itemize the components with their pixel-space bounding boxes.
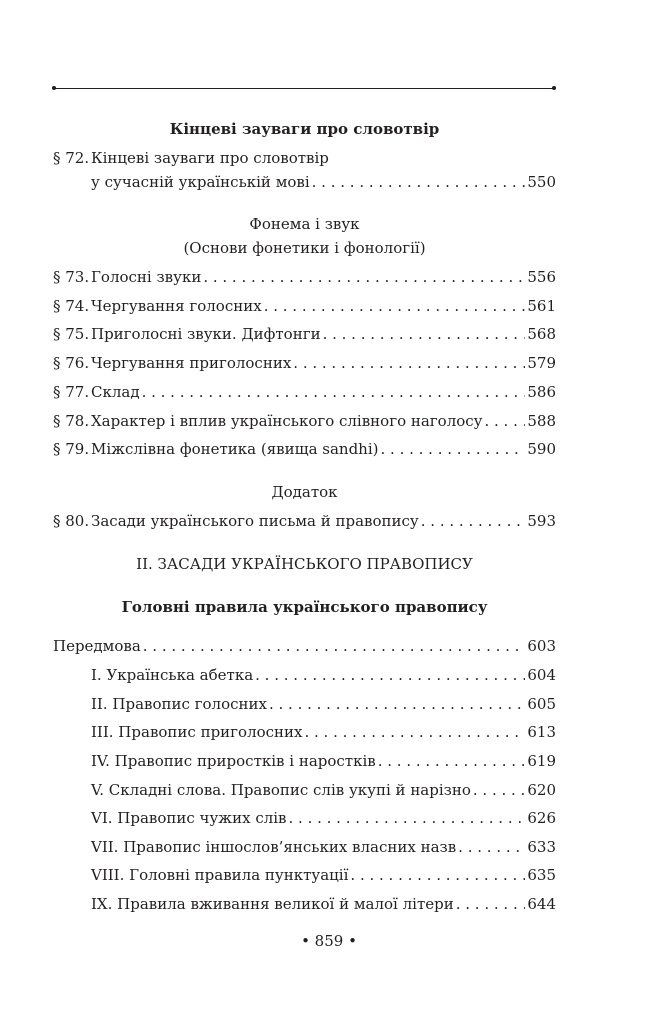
toc-entry-title: VII. Правопис іншослов’янських власних назв <box>91 838 457 856</box>
toc-entry-page: 550 <box>527 173 556 191</box>
header-dot-right <box>552 86 556 90</box>
toc-entry-number: § 78. <box>53 412 90 430</box>
toc-entry-page: 644 <box>527 895 556 913</box>
toc-entry-page: 588 <box>527 412 556 430</box>
toc-entry-number: § 76. <box>53 354 90 372</box>
toc-entry-page: 604 <box>527 666 556 684</box>
toc-entry-page: 633 <box>527 838 556 856</box>
toc-entry-title: IX. Правила вживання великої й малої літери <box>91 895 454 913</box>
toc-entry-title: V. Складні слова. Правопис слів укупі й нарізно <box>91 781 471 799</box>
dot-leader <box>381 438 526 460</box>
toc-entry-title: Чергування приголосних <box>91 354 292 372</box>
toc-chapter-8[interactable] <box>53 864 556 886</box>
toc-entry-page: 561 <box>527 297 556 315</box>
toc-entry-page: 605 <box>527 695 556 713</box>
part-subheading-rules: Головні правила українського правопису <box>121 598 488 616</box>
toc-entry-page: 568 <box>527 325 556 343</box>
toc-entry-number: § 75. <box>53 325 90 343</box>
section-heading-phoneme: Фонема і звук <box>249 215 360 233</box>
dot-leader <box>304 721 525 743</box>
toc-entry-title: I. Українська абетка <box>91 666 254 684</box>
toc-entry-page: 593 <box>527 512 556 530</box>
toc-chapter-9[interactable] <box>53 893 556 915</box>
dot-leader <box>350 864 525 886</box>
toc-entry-preface[interactable] <box>53 635 556 657</box>
dot-leader <box>142 381 526 403</box>
toc-entry-title: VI. Правопис чужих слів <box>91 809 287 827</box>
dot-leader <box>458 836 525 858</box>
toc-entry-number: § 74. <box>53 297 90 315</box>
toc-entry-number: § 80. <box>53 512 90 530</box>
dot-leader <box>421 510 526 532</box>
toc-entry-page: 613 <box>527 723 556 741</box>
toc-chapter-4[interactable] <box>53 750 556 772</box>
toc-entry-page: 590 <box>527 440 556 458</box>
dot-leader <box>255 664 525 686</box>
toc-entry-title: VIII. Головні правила пунктуації <box>91 866 349 884</box>
toc-entry-page: 586 <box>527 383 556 401</box>
toc-entry-title: III. Правопис приголосних <box>91 723 303 741</box>
toc-entry-title: IV. Правопис приростків і наростків <box>91 752 376 770</box>
toc-entry-title: Приголосні звуки. Дифтонги <box>91 325 321 343</box>
dot-leader <box>289 807 526 829</box>
section-heading-appendix: Додаток <box>271 483 338 501</box>
section-heading-word-formation: Кінцеві зауваги про словотвір <box>169 120 440 138</box>
dot-leader <box>203 266 525 288</box>
toc-entry-78[interactable] <box>53 410 556 432</box>
toc-entry-title: II. Правопис голосних <box>91 695 267 713</box>
header-dot-left <box>52 86 56 90</box>
toc-entry-title: Кінцеві зауваги про словотвір <box>91 149 329 167</box>
toc-entry-title: у сучасній українській мові <box>91 173 310 191</box>
toc-entry-number: § 79. <box>53 440 90 458</box>
dot-leader <box>456 893 526 915</box>
toc-entry-page: 620 <box>527 781 556 799</box>
dot-leader <box>323 323 526 345</box>
toc-entry-number: § 77. <box>53 383 90 401</box>
dot-leader <box>473 779 525 801</box>
dot-leader <box>264 295 526 317</box>
toc-entry-number: § 73. <box>53 268 90 286</box>
toc-entry-title: Передмова <box>53 637 141 655</box>
section-subheading-phonetics: (Основи фонетики і фонології) <box>183 239 426 257</box>
toc-chapter-3[interactable] <box>53 721 556 743</box>
toc-entry-80[interactable] <box>53 510 556 532</box>
toc-entry-73[interactable] <box>53 266 556 288</box>
toc-entry-page: 556 <box>527 268 556 286</box>
toc-entry-number: § 72. <box>53 149 90 167</box>
toc-entry-title: Міжслівна фонетика (явища sandhi) <box>91 440 379 458</box>
toc-entry-page: 635 <box>527 866 556 884</box>
toc-entry-title: Чергування голосних <box>91 297 262 315</box>
toc-entry-page: 626 <box>527 809 556 827</box>
toc-entry-72[interactable] <box>53 147 556 169</box>
part-heading-orthography: II. ЗАСАДИ УКРАЇНСЬКОГО ПРАВОПИСУ <box>136 555 473 573</box>
toc-entry-title: Характер і вплив українського слівного наголосу <box>91 412 483 430</box>
page-number: • 859 • <box>301 932 357 950</box>
toc-entry-79[interactable] <box>53 438 556 460</box>
toc-entry-title: Склад <box>91 383 140 401</box>
toc-entry-page: 579 <box>527 354 556 372</box>
toc-chapter-5[interactable] <box>53 779 556 801</box>
toc-entry-title: Засади українського письма й правопису <box>91 512 419 530</box>
toc-entry-72-cont[interactable] <box>53 171 556 193</box>
dot-leader <box>143 635 526 657</box>
toc-entry-77[interactable] <box>53 381 556 403</box>
header-rule <box>53 88 556 89</box>
toc-chapter-2[interactable] <box>53 693 556 715</box>
toc-chapter-7[interactable] <box>53 836 556 858</box>
dot-leader <box>484 410 525 432</box>
toc-chapter-1[interactable] <box>53 664 556 686</box>
toc-entry-title: Голосні звуки <box>91 268 202 286</box>
toc-entry-76[interactable] <box>53 352 556 374</box>
toc-entry-page: 619 <box>527 752 556 770</box>
dot-leader <box>269 693 525 715</box>
dot-leader <box>293 352 525 374</box>
dot-leader <box>312 171 526 193</box>
dot-leader <box>378 750 526 772</box>
toc-entry-75[interactable] <box>53 323 556 345</box>
toc-entry-74[interactable] <box>53 295 556 317</box>
toc-chapter-6[interactable] <box>53 807 556 829</box>
toc-entry-page: 603 <box>527 637 556 655</box>
